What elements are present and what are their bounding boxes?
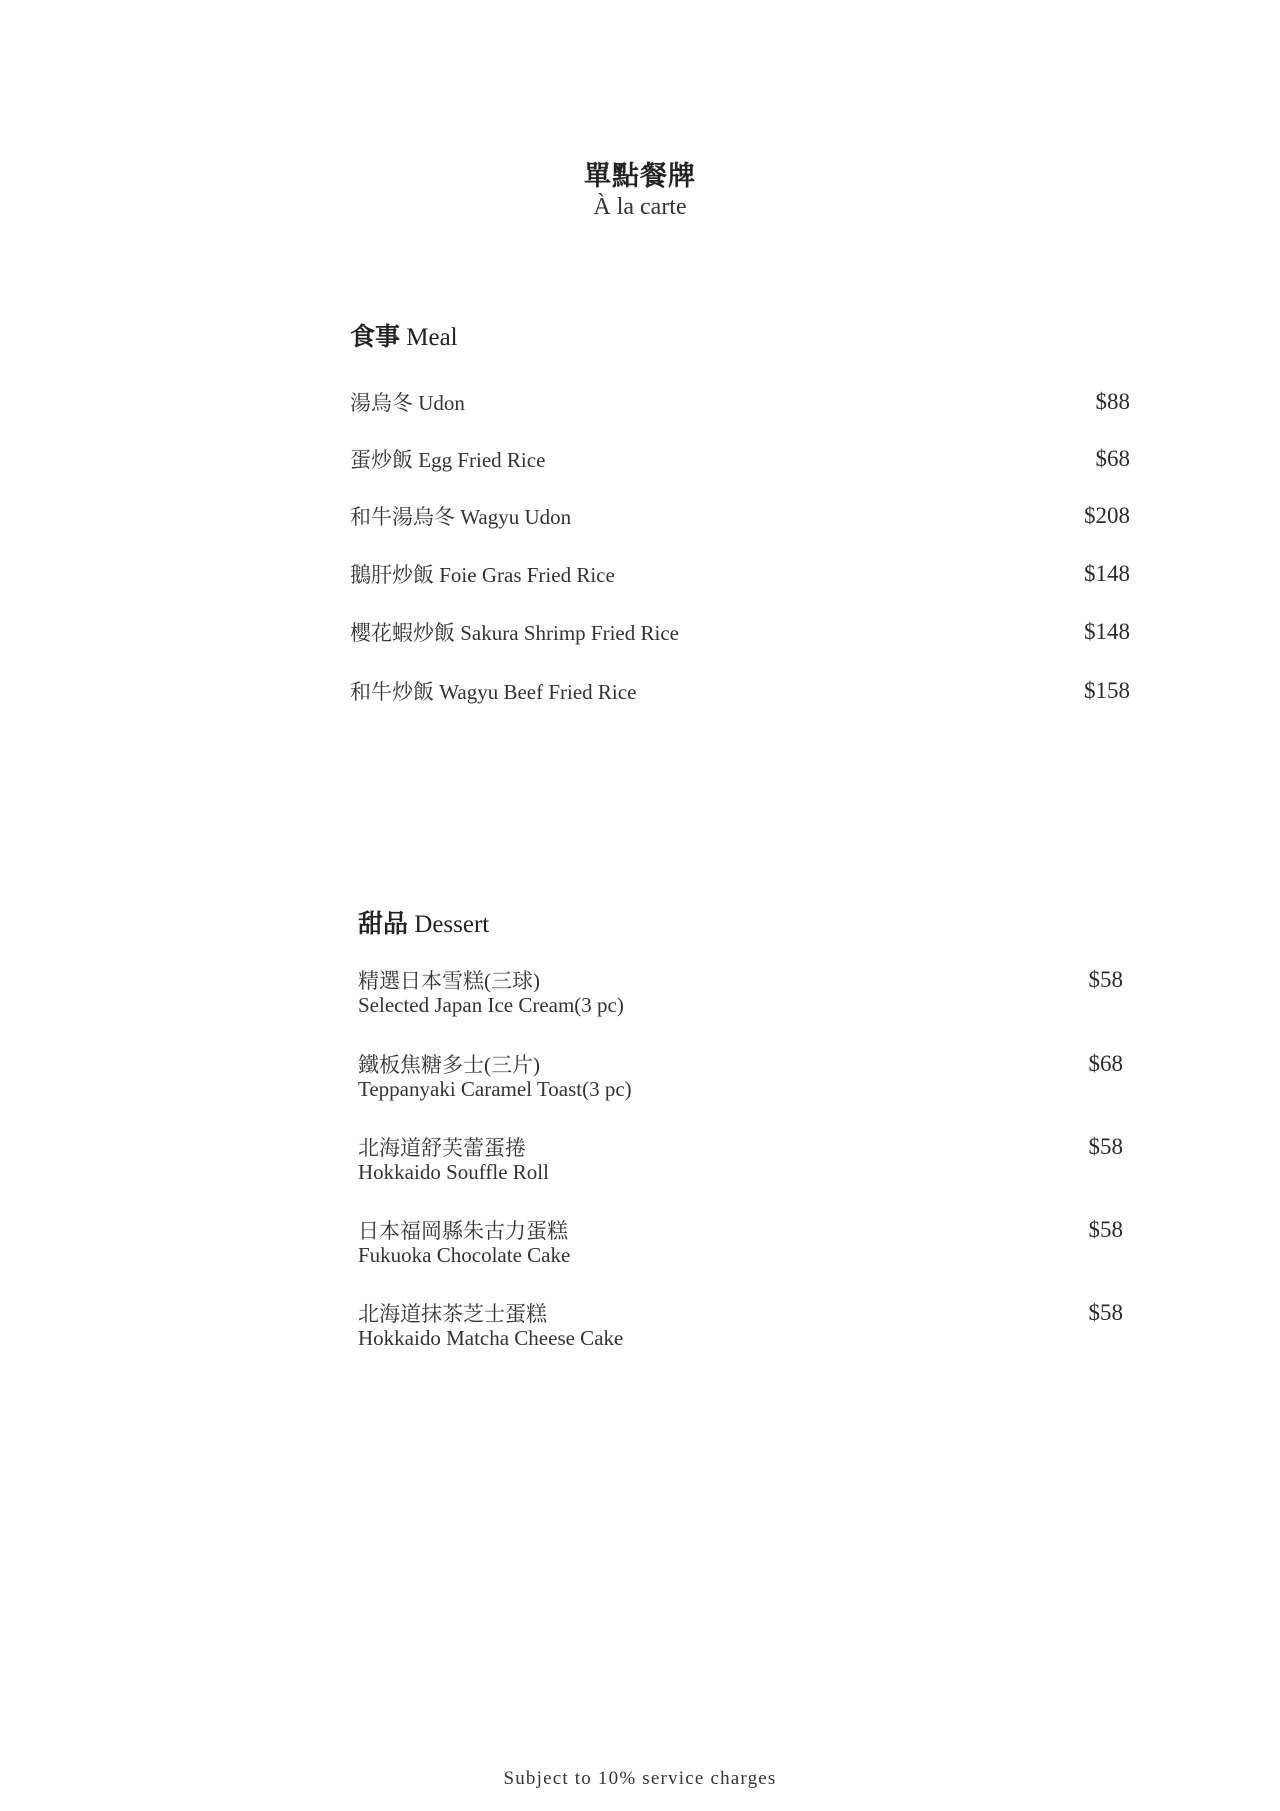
dessert-heading-english: Dessert bbox=[414, 911, 490, 938]
dessert-item-name-chinese: 鐵板焦糖多士(三片) bbox=[358, 1053, 540, 1077]
dessert-heading-chinese: 甜品 bbox=[358, 911, 409, 938]
meal-item bbox=[350, 501, 1130, 531]
page-title-english: À la carte bbox=[593, 194, 687, 220]
meal-item-name: 和牛湯烏冬 Wagyu Udon bbox=[350, 505, 572, 529]
dessert-item-name-chinese: 日本福岡縣朱古力蛋糕 bbox=[358, 1219, 568, 1243]
meal-item bbox=[350, 387, 1130, 417]
dessert-item-name-english: Teppanyaki Caramel Toast(3 pc) bbox=[358, 1077, 632, 1101]
meal-item-price: $158 bbox=[1084, 678, 1130, 703]
dessert-item-price: $68 bbox=[1088, 1051, 1123, 1076]
dessert-item-name-chinese: 北海道抹茶芝士蛋糕 bbox=[358, 1302, 547, 1326]
dessert-item bbox=[358, 1215, 1123, 1275]
meal-item-price: $208 bbox=[1084, 503, 1130, 528]
dessert-section-heading bbox=[358, 904, 489, 940]
dessert-item bbox=[358, 965, 1123, 1025]
dessert-item-name-chinese: 精選日本雪糕(三球) bbox=[358, 969, 540, 993]
dessert-item-name-english: Selected Japan Ice Cream(3 pc) bbox=[358, 993, 624, 1017]
meal-item-name: 櫻花蝦炒飯 Sakura Shrimp Fried Rice bbox=[350, 621, 679, 645]
dessert-item-price: $58 bbox=[1088, 1217, 1123, 1242]
service-charge-note: Subject to 10% service charges bbox=[503, 1768, 777, 1789]
meal-item-name: 鵝肝炒飯 Foie Gras Fried Rice bbox=[350, 563, 615, 587]
dessert-item-name-english: Hokkaido Matcha Cheese Cake bbox=[358, 1326, 624, 1350]
page-title-chinese: 單點餐牌 bbox=[584, 161, 696, 191]
dessert-item-name-chinese: 北海道舒芙蕾蛋捲 bbox=[358, 1136, 526, 1160]
meal-item-price: $88 bbox=[1095, 389, 1130, 414]
meal-item bbox=[350, 676, 1130, 706]
meal-item bbox=[350, 617, 1130, 647]
meal-section-heading bbox=[350, 317, 458, 353]
dessert-item-name-english: Fukuoka Chocolate Cake bbox=[358, 1243, 571, 1267]
meal-item bbox=[350, 559, 1130, 589]
meal-item-name: 蛋炒飯 Egg Fried Rice bbox=[350, 448, 546, 472]
meal-item-name: 和牛炒飯 Wagyu Beef Fried Rice bbox=[350, 680, 637, 704]
meal-item-price: $68 bbox=[1095, 446, 1130, 471]
meal-heading-english: Meal bbox=[406, 324, 458, 351]
dessert-item bbox=[358, 1132, 1123, 1192]
dessert-item-name-english: Hokkaido Souffle Roll bbox=[358, 1160, 549, 1184]
meal-item bbox=[350, 444, 1130, 474]
dessert-item-price: $58 bbox=[1088, 1300, 1123, 1325]
meal-item-price: $148 bbox=[1084, 619, 1130, 644]
dessert-item bbox=[358, 1298, 1123, 1358]
meal-item-price: $148 bbox=[1084, 561, 1130, 586]
dessert-item-price: $58 bbox=[1088, 967, 1123, 992]
dessert-item bbox=[358, 1049, 1123, 1109]
meal-item-name: 湯烏冬 Udon bbox=[350, 391, 465, 415]
meal-heading-chinese: 食事 bbox=[350, 324, 401, 351]
dessert-item-price: $58 bbox=[1088, 1134, 1123, 1159]
